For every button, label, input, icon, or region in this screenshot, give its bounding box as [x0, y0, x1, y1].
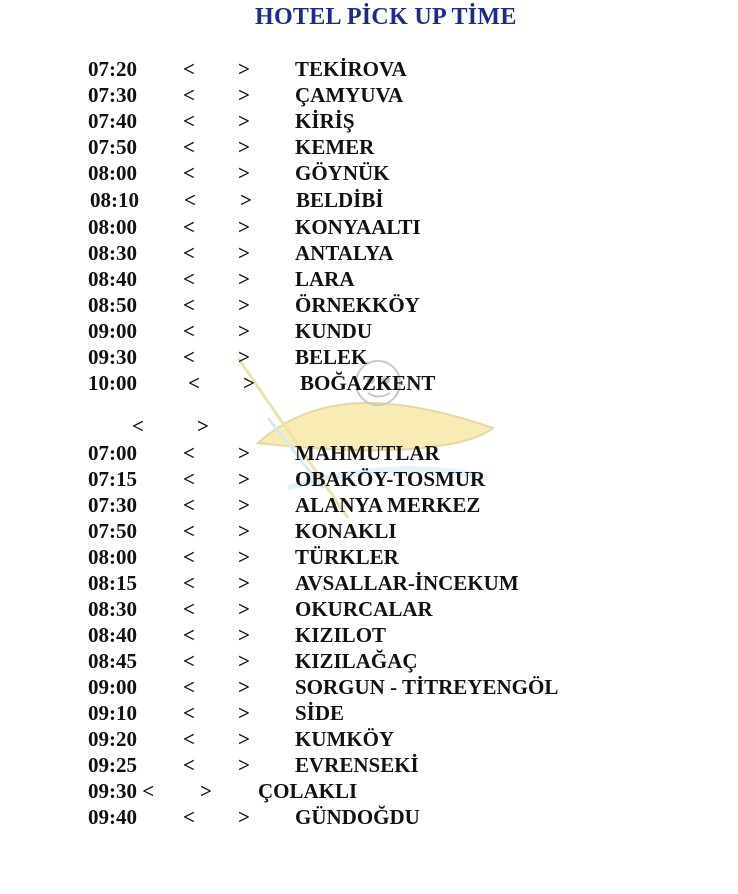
- greater-than-sign: >: [238, 519, 250, 543]
- hotel-name: TEKİROVA: [295, 57, 407, 81]
- hotel-name: ÖRNEKKÖY: [295, 293, 420, 317]
- greater-than-sign: >: [238, 545, 250, 569]
- less-than-sign: <: [183, 519, 195, 543]
- greater-than-sign: >: [200, 779, 212, 803]
- pickup-time: 09:40: [88, 805, 137, 829]
- pickup-row: [0, 440, 738, 466]
- pickup-time: 09:30 <: [88, 779, 155, 803]
- pickup-time: 07:15: [88, 467, 137, 491]
- less-than-sign: <: [183, 805, 195, 829]
- hotel-name: LARA: [295, 267, 355, 291]
- hotel-name: SİDE: [295, 701, 345, 725]
- pickup-time: 08:10: [90, 188, 139, 212]
- greater-than-sign: >: [238, 467, 250, 491]
- pickup-row: [0, 570, 738, 596]
- greater-than-sign: >: [238, 161, 250, 185]
- greater-than-sign: >: [238, 493, 250, 517]
- greater-than-sign: >: [238, 727, 250, 751]
- greater-than-sign: >: [238, 345, 250, 369]
- pickup-row: [0, 544, 738, 570]
- pickup-time: 07:00: [88, 441, 137, 465]
- pickup-row: [0, 518, 738, 544]
- greater-than-sign: >: [243, 371, 255, 395]
- less-than-sign: <: [183, 597, 195, 621]
- less-than-sign: <: [183, 319, 195, 343]
- pickup-row: [0, 674, 738, 700]
- less-than-sign: <: [183, 345, 195, 369]
- pickup-time: 08:00: [88, 161, 137, 185]
- less-than-sign: <: [183, 623, 195, 647]
- pickup-row: [0, 266, 738, 292]
- pickup-time: 08:45: [88, 649, 137, 673]
- pickup-time: 08:30: [88, 241, 137, 265]
- hotel-name: OBAKÖY-TOSMUR: [295, 467, 486, 491]
- pickup-row: [0, 622, 738, 648]
- greater-than-sign: >: [238, 293, 250, 317]
- greater-than-sign: >: [238, 319, 250, 343]
- hotel-name: ANTALYA: [295, 241, 394, 265]
- greater-than-sign: >: [240, 188, 252, 212]
- pickup-row: [0, 214, 738, 240]
- less-than-sign: <: [183, 545, 195, 569]
- less-than-sign: <: [183, 571, 195, 595]
- greater-than-sign: >: [238, 701, 250, 725]
- pickup-time: 07:50: [88, 519, 137, 543]
- less-than-sign: <: [183, 701, 195, 725]
- pickup-time: 09:10: [88, 701, 137, 725]
- pickup-row: [0, 752, 738, 778]
- pickup-row: [0, 778, 738, 804]
- pickup-row: [0, 134, 738, 160]
- less-than-sign: <: [183, 109, 195, 133]
- pickup-time: 08:00: [88, 215, 137, 239]
- pickup-time: 10:00: [88, 371, 137, 395]
- pickup-row: [0, 466, 738, 492]
- less-than-sign: <: [183, 753, 195, 777]
- pickup-time: 08:40: [88, 267, 137, 291]
- hotel-name: KONYAALTI: [295, 215, 421, 239]
- pickup-time: 09:30: [88, 345, 137, 369]
- pickup-row: [0, 292, 738, 318]
- hotel-name: KEMER: [295, 135, 375, 159]
- hotel-name: KİRİŞ: [295, 109, 355, 133]
- less-than-sign: <: [183, 215, 195, 239]
- pickup-row: [0, 492, 738, 518]
- greater-than-sign: >: [238, 109, 250, 133]
- pickup-row: [0, 108, 738, 134]
- pickup-row: [0, 726, 738, 752]
- pickup-row: [0, 82, 738, 108]
- hotel-name: MAHMUTLAR: [295, 441, 440, 465]
- pickup-time: 07:20: [88, 57, 137, 81]
- greater-than-sign: >: [238, 57, 250, 81]
- greater-than-sign: >: [238, 597, 250, 621]
- less-than-sign: <: [183, 241, 195, 265]
- less-than-sign: <: [184, 188, 196, 212]
- greater-than-sign: >: [238, 441, 250, 465]
- less-than-sign: <: [183, 83, 195, 107]
- greater-than-sign: >: [238, 267, 250, 291]
- greater-than-sign: >: [238, 135, 250, 159]
- pickup-time: 09:00: [88, 675, 137, 699]
- hotel-name: KONAKLI: [295, 519, 397, 543]
- pickup-time: 07:30: [88, 83, 137, 107]
- less-than-sign: <: [183, 649, 195, 673]
- hotel-name: GÖYNÜK: [295, 161, 390, 185]
- greater-than-sign: >: [238, 571, 250, 595]
- hotel-name: GÜNDOĞDU: [295, 805, 420, 829]
- pickup-row: [0, 596, 738, 622]
- pickup-row: [0, 187, 738, 213]
- hotel-name: AVSALLAR-İNCEKUM: [295, 571, 519, 595]
- pickup-time: 08:15: [88, 571, 137, 595]
- less-than-sign: <: [183, 441, 195, 465]
- hotel-name: KUMKÖY: [295, 727, 395, 751]
- hotel-name: KUNDU: [295, 319, 372, 343]
- pickup-row: [0, 700, 738, 726]
- hotel-name: BELEK: [295, 345, 368, 369]
- pickup-time: 08:00: [88, 545, 137, 569]
- less-than-sign: <: [183, 467, 195, 491]
- hotel-name: BELDİBİ: [296, 188, 384, 212]
- greater-than-sign: >: [238, 215, 250, 239]
- less-than-sign: <: [132, 414, 144, 438]
- pickup-time: 07:50: [88, 135, 137, 159]
- greater-than-sign: >: [238, 753, 250, 777]
- pickup-row: [0, 160, 738, 186]
- pickup-row: [0, 344, 738, 370]
- hotel-name: EVRENSEKİ: [295, 753, 419, 777]
- pickup-row: [0, 804, 738, 830]
- less-than-sign: <: [183, 57, 195, 81]
- less-than-sign: <: [183, 727, 195, 751]
- hotel-name: KIZILAĞAÇ: [295, 649, 418, 673]
- greater-than-sign: >: [238, 83, 250, 107]
- pickup-time: 08:40: [88, 623, 137, 647]
- hotel-name: ÇAMYUVA: [295, 83, 404, 107]
- page-title: HOTEL PİCK UP TİME: [255, 4, 517, 30]
- hotel-name: ALANYA MERKEZ: [295, 493, 481, 517]
- pickup-row: [0, 370, 738, 396]
- greater-than-sign: >: [238, 649, 250, 673]
- less-than-sign: <: [183, 293, 195, 317]
- pickup-time: 07:40: [88, 109, 137, 133]
- hotel-name: SORGUN - TİTREYENGÖL: [295, 675, 559, 699]
- hotel-name: BOĞAZKENT: [300, 371, 436, 395]
- greater-than-sign: >: [197, 414, 209, 438]
- greater-than-sign: >: [238, 805, 250, 829]
- hotel-name: OKURCALAR: [295, 597, 433, 621]
- pickup-time: 08:30: [88, 597, 137, 621]
- less-than-sign: <: [188, 371, 200, 395]
- pickup-row: [0, 56, 738, 82]
- hotel-name: KIZILOT: [295, 623, 387, 647]
- greater-than-sign: >: [238, 241, 250, 265]
- greater-than-sign: >: [238, 675, 250, 699]
- pickup-row: [0, 648, 738, 674]
- less-than-sign: <: [183, 161, 195, 185]
- less-than-sign: <: [183, 135, 195, 159]
- separator-row: [0, 413, 738, 439]
- pickup-time: 08:50: [88, 293, 137, 317]
- pickup-time: 09:20: [88, 727, 137, 751]
- less-than-sign: <: [183, 675, 195, 699]
- less-than-sign: <: [183, 267, 195, 291]
- pickup-row: [0, 318, 738, 344]
- hotel-name: ÇOLAKLI: [258, 779, 358, 803]
- pickup-time: 09:25: [88, 753, 137, 777]
- pickup-time: 07:30: [88, 493, 137, 517]
- pickup-row: [0, 240, 738, 266]
- pickup-time: 09:00: [88, 319, 137, 343]
- less-than-sign: <: [183, 493, 195, 517]
- hotel-name: TÜRKLER: [295, 545, 399, 569]
- greater-than-sign: >: [238, 623, 250, 647]
